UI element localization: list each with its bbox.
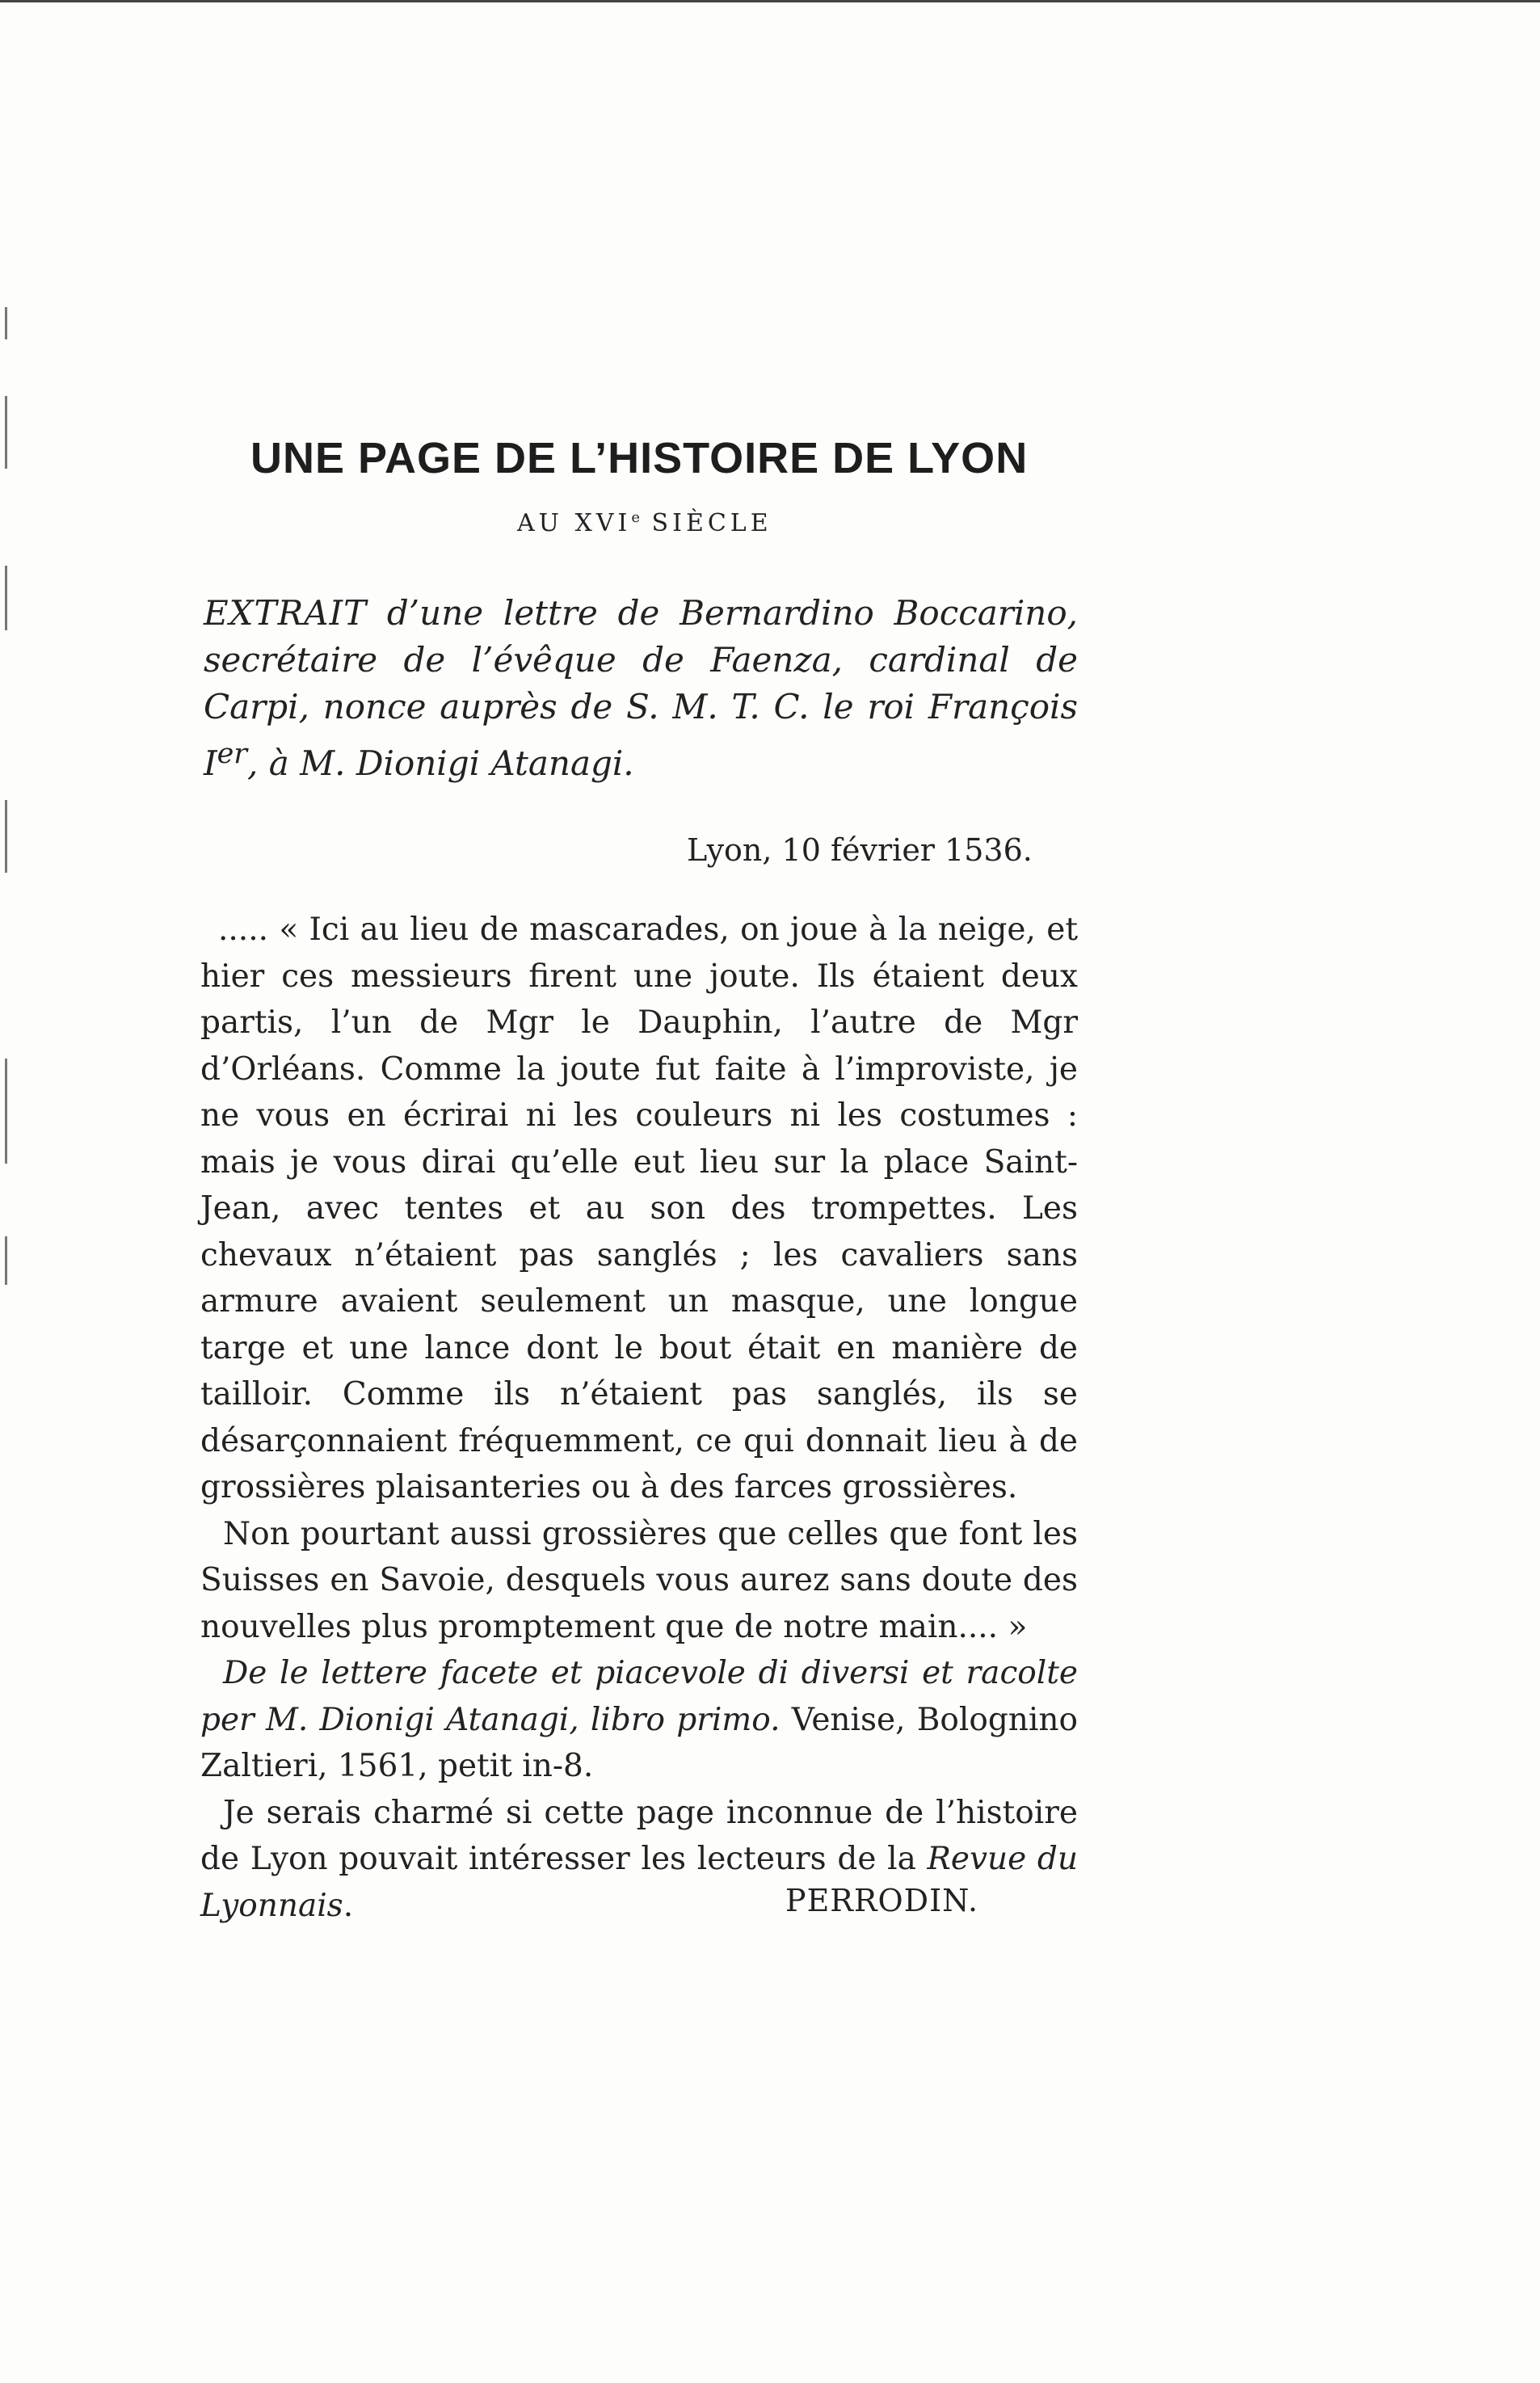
letter-body bbox=[200, 907, 1078, 1929]
subtitle-superscript: e bbox=[631, 509, 641, 526]
subtitle-suffix: SIÈCLE bbox=[640, 509, 772, 537]
extract-superscript: er bbox=[217, 738, 248, 770]
scan-edge-mark bbox=[5, 566, 7, 630]
letter-paragraph: Non pourtant aussi grossières que celles que font les Suisses en Savoie, desquels vous aurez sans doute des nouvelles plus promptement que de notre main.... » bbox=[200, 1515, 1078, 1645]
page-title: UNE PAGE DE L’HISTOIRE DE LYON bbox=[250, 434, 1029, 483]
scan-edge-mark bbox=[5, 1236, 7, 1285]
journal-name: Revue du Lyonnais bbox=[200, 1841, 1079, 1924]
page-subtitle bbox=[517, 509, 772, 537]
subtitle-prefix: AU XVI bbox=[517, 509, 632, 537]
scan-edge-mark bbox=[5, 396, 7, 469]
citation-publisher: Venise, Bolognino Zaltieri, 1561, petit in-8. bbox=[200, 1701, 1078, 1784]
letter-dateline: Lyon, 10 février 1536. bbox=[687, 832, 1033, 868]
extract-text: d’une lettre de Bernardino Boccarino, secrétaire de l’évêque de Faenza, cardinal de Carpi, nonce auprès de S. M. T. C. le roi François I bbox=[204, 593, 1078, 783]
scan-edge-mark bbox=[5, 1059, 7, 1164]
scan-edge-mark bbox=[5, 307, 7, 339]
author-signature: PERRODIN. bbox=[785, 1883, 979, 1918]
extract-text-end: , à M. Dionigi Atanagi. bbox=[247, 743, 634, 783]
extract-heading bbox=[204, 590, 1078, 787]
letter-paragraph: ..... « Ici au lieu de mascarades, on joue à la neige, et hier ces messieurs firent une joute. Ils étaient deux partis, l’un de Mgr le Dauphin, l’autre de Mgr d’Orléans. Comme la joute fut faite à l’improviste, je ne vous en écrirai ni les couleurs ni les costumes : mais je vous dirai qu’elle eut lieu sur la place Saint-Jean, avec tentes et au son des trompettes. Les chevaux n’étaient pas sanglés ; les cavaliers sans armure avaient seulement un masque, une longue targe et une lance dont le bout était en manière de tailloir. Comme ils n’étaient pas sanglés, ils se désarçonnaient fréquemment, ce qui donnait lieu à de grossières plaisanteries ou à des farces grossières. bbox=[200, 912, 1078, 1505]
page-top-rule bbox=[0, 0, 1540, 2]
source-citation bbox=[200, 1650, 1078, 1790]
closing-period: . bbox=[343, 1887, 354, 1924]
closing-text: Je serais charmé si cette page inconnue de l’histoire de Lyon pouvait intéresser les lecteurs de la bbox=[200, 1794, 1078, 1877]
extract-lead: EXTRAIT bbox=[204, 593, 368, 633]
citation-title: De le lettere facete et piacevole di diversi et racolte per M. Dionigi Atanagi, libro primo. bbox=[200, 1655, 1078, 1738]
scan-edge-mark bbox=[5, 800, 7, 873]
